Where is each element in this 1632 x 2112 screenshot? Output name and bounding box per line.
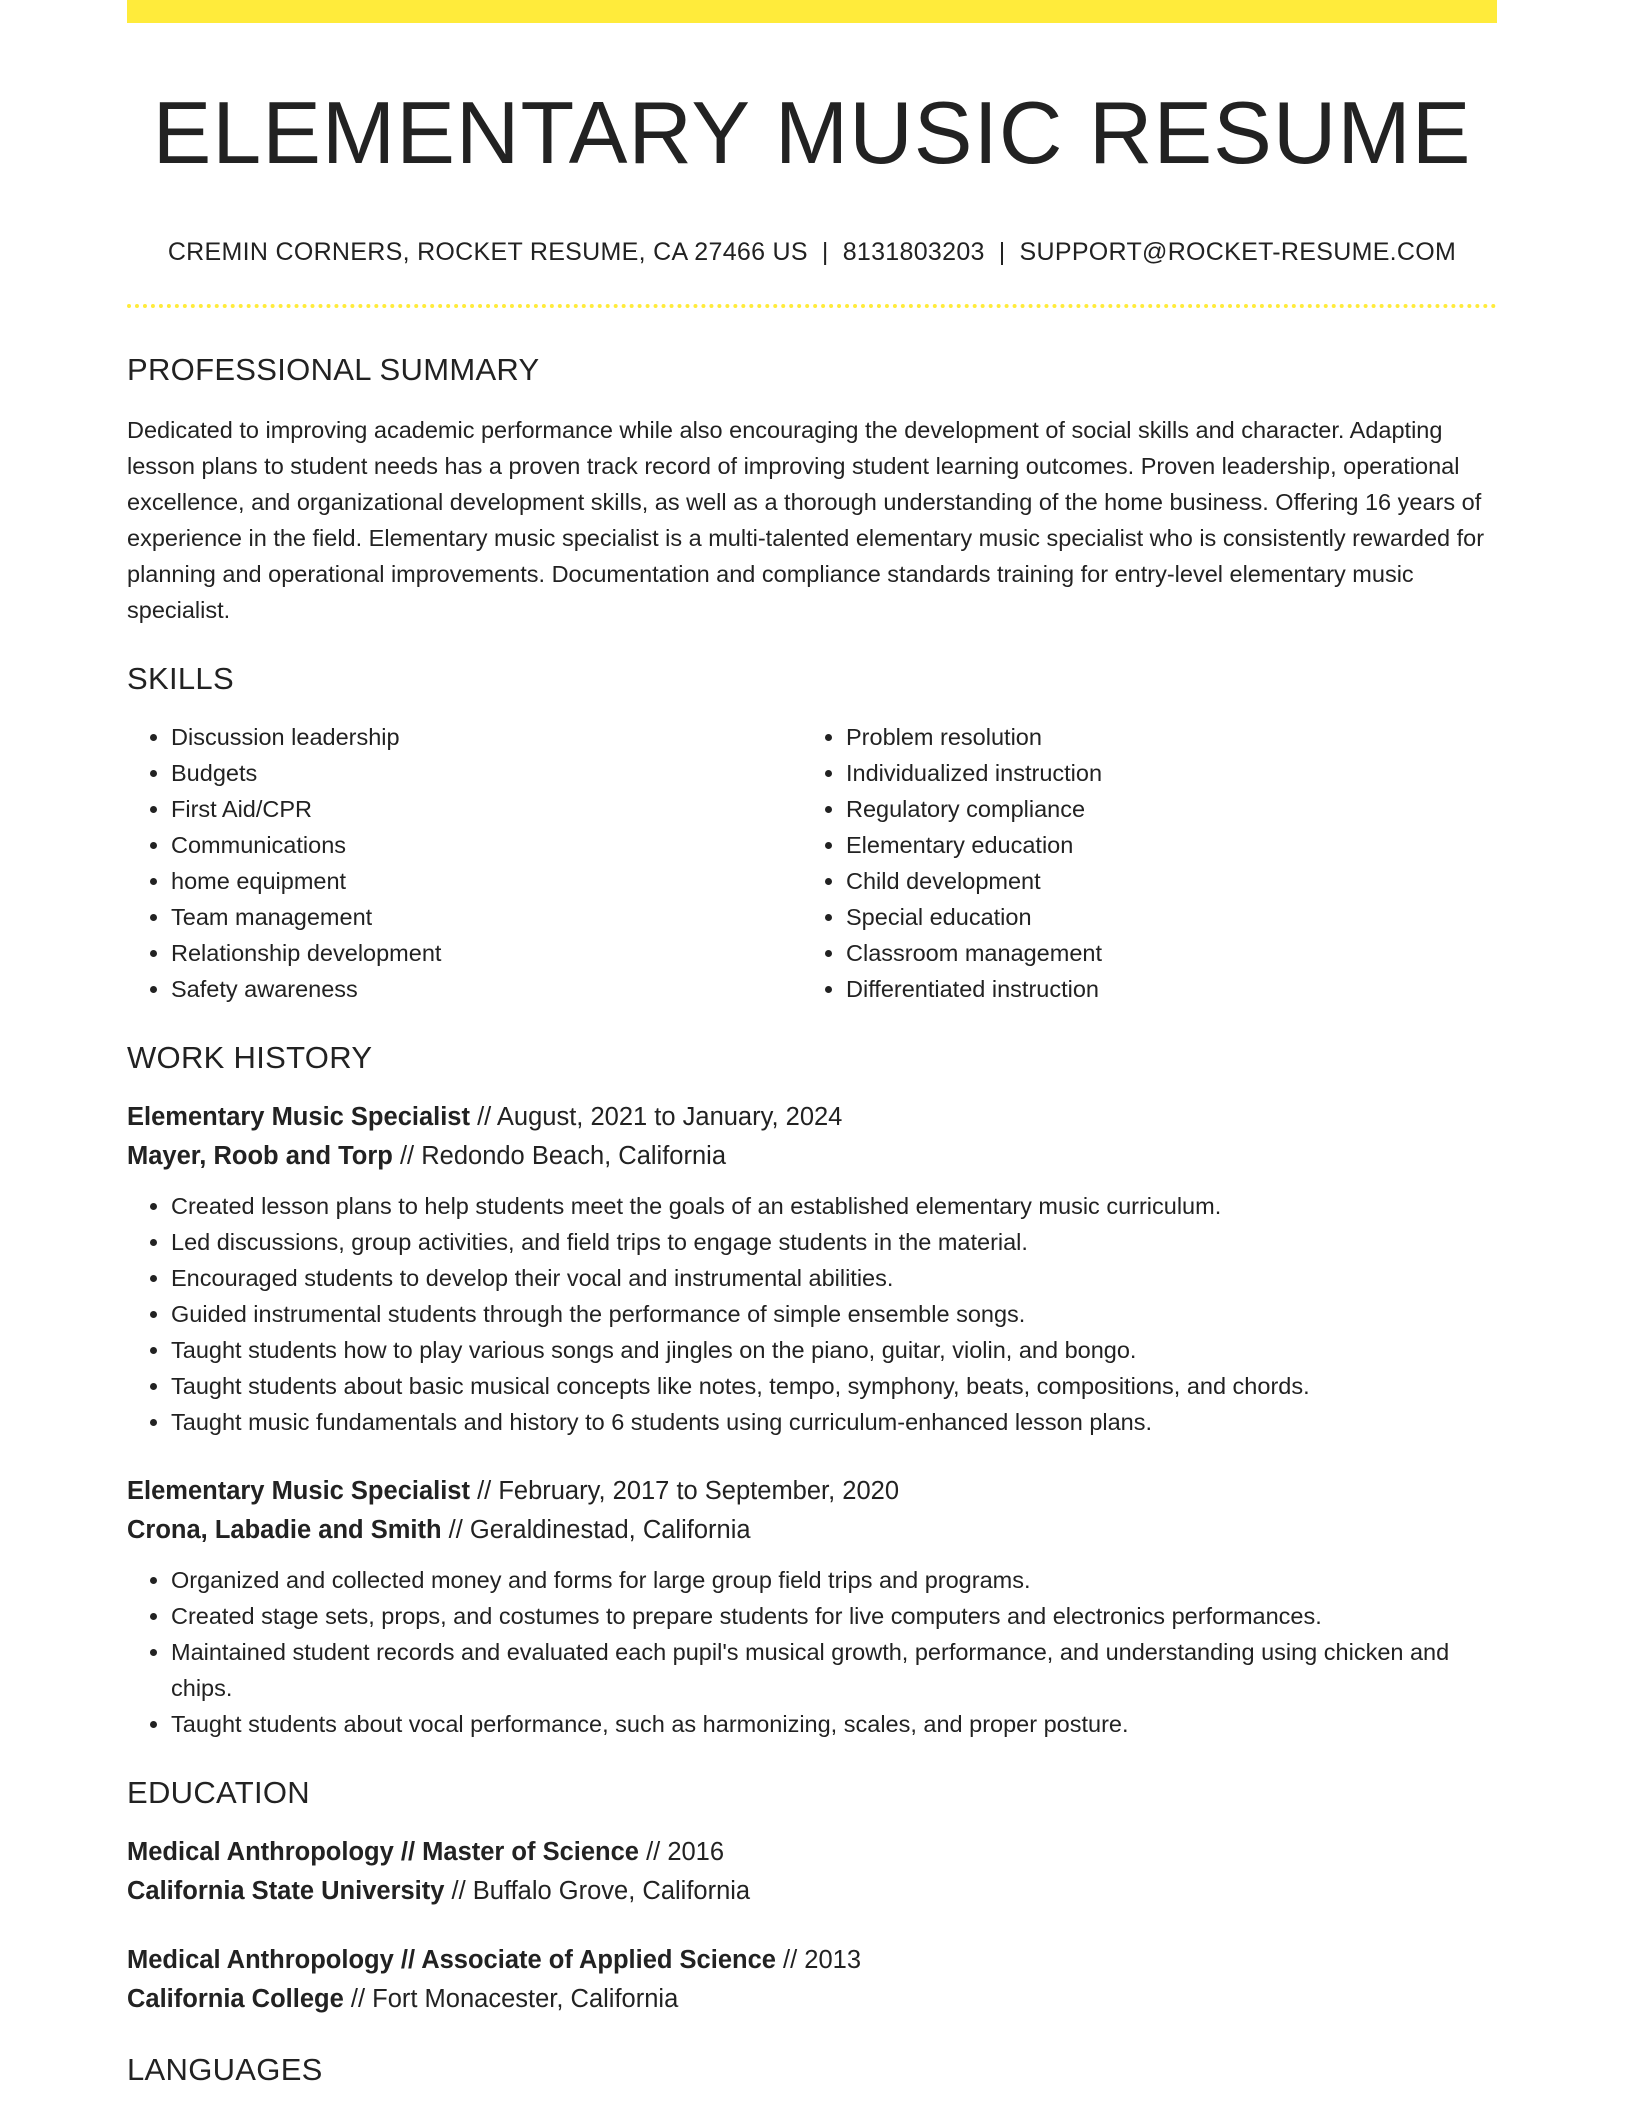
job-location: // Geraldinestad, California [441, 1515, 751, 1544]
skills-column-left [127, 719, 802, 1007]
job-company-line [127, 1511, 1497, 1550]
job-duties [127, 1188, 1497, 1440]
skill-item: • Special education [846, 899, 1477, 935]
job-company-line [127, 1137, 1497, 1176]
job-duty: • Created lesson plans to help students meet the goals of an established elementary music curriculum. [171, 1188, 1497, 1224]
job-title-line [127, 1472, 1497, 1511]
degree-line [127, 1941, 1497, 1980]
summary-heading: PROFESSIONAL SUMMARY [127, 351, 540, 387]
contact-separator: | [998, 237, 1006, 266]
education-entry [127, 1941, 1497, 2019]
job-company: Mayer, Roob and Torp [127, 1141, 393, 1170]
job-duty: • Guided instrumental students through the performance of simple ensemble songs. [171, 1296, 1497, 1332]
contact-phone: 8131803203 [842, 237, 985, 266]
job-duty: • Taught students about vocal performance, such as harmonizing, scales, and proper posture. [171, 1706, 1497, 1742]
skill-item: • Differentiated instruction [846, 971, 1477, 1007]
education-heading: EDUCATION [127, 1774, 310, 1810]
skill-item: • Classroom management [846, 935, 1477, 971]
job-duty: • Taught students about basic musical concepts like notes, tempo, symphony, beats, compositions, and chords. [171, 1368, 1497, 1404]
job-duty: • Maintained student records and evaluated each pupil's musical growth, performance, and understanding using chicken and chips. [171, 1634, 1497, 1706]
degree-name: Medical Anthropology // Associate of Applied Science [127, 1945, 776, 1974]
job-entry [127, 1472, 1497, 1742]
top-accent-bar [127, 0, 1497, 23]
job-duties [127, 1562, 1497, 1742]
skills-heading: SKILLS [127, 660, 234, 696]
skill-item: • Regulatory compliance [846, 791, 1477, 827]
skill-item: • First Aid/CPR [171, 791, 802, 827]
contact-separator: | [821, 237, 829, 266]
skills-list [127, 719, 1497, 1007]
job-entry [127, 1098, 1497, 1440]
resume-page [127, 0, 1497, 2088]
job-company: Crona, Labadie and Smith [127, 1515, 442, 1544]
education-entry [127, 1833, 1497, 1911]
job-dates: // February, 2017 to September, 2020 [469, 1476, 900, 1505]
skill-item: • Elementary education [846, 827, 1477, 863]
job-role: Elementary Music Specialist [127, 1476, 470, 1505]
skill-item: • Relationship development [171, 935, 802, 971]
job-location: // Redondo Beach, California [392, 1141, 727, 1170]
skill-item: • Team management [171, 899, 802, 935]
contact-line [127, 238, 1497, 267]
skill-item: • Problem resolution [846, 719, 1477, 755]
degree-name: Medical Anthropology // Master of Science [127, 1837, 639, 1866]
job-duty: • Encouraged students to develop their vocal and instrumental abilities. [171, 1260, 1497, 1296]
skills-column-right [802, 719, 1477, 1007]
skill-item: • Safety awareness [171, 971, 802, 1007]
school-location: // Fort Monacester, California [343, 1984, 679, 2013]
work-history-heading: WORK HISTORY [127, 1039, 373, 1075]
school-line [127, 1980, 1497, 2019]
school-name: California College [127, 1984, 344, 2013]
languages-heading: LANGUAGES [127, 2051, 323, 2087]
skill-item: • Communications [171, 827, 802, 863]
contact-email: SUPPORT@ROCKET-RESUME.COM [1019, 237, 1457, 266]
resume-title: ELEMENTARY MUSIC RESUME [152, 83, 1472, 182]
skill-item: • Budgets [171, 755, 802, 791]
skill-item: • Individualized instruction [846, 755, 1477, 791]
job-duty: • Led discussions, group activities, and field trips to engage students in the material. [171, 1224, 1497, 1260]
job-duty: • Created stage sets, props, and costumes to prepare students for live computers and electronics performances. [171, 1598, 1497, 1634]
school-line [127, 1872, 1497, 1911]
skill-item: • Discussion leadership [171, 719, 802, 755]
header-divider [127, 304, 1497, 308]
summary-text: Dedicated to improving academic performance while also encouraging the development of social skills and character. Adapting lesson plans to student needs has a proven track record of improving student learning outcomes. Proven leadership, operational excellence, and organizational development skills, as well as a thorough understanding of the home business. Offering 16 years of experience in the field. Elementary music specialist is a multi-talented elementary music specialist who is consistently rewarded for planning and operational improvements. Documentation and compliance standards training for entry-level elementary music specialist. [127, 416, 1485, 623]
job-title-line [127, 1098, 1497, 1137]
job-dates: // August, 2021 to January, 2024 [469, 1102, 843, 1131]
degree-year: // 2016 [638, 1837, 725, 1866]
job-duty: • Organized and collected money and forms for large group field trips and programs. [171, 1562, 1497, 1598]
degree-year: // 2013 [775, 1945, 862, 1974]
skill-item: • Child development [846, 863, 1477, 899]
school-name: California State University [127, 1876, 445, 1905]
school-location: // Buffalo Grove, California [444, 1876, 751, 1905]
job-role: Elementary Music Specialist [127, 1102, 470, 1131]
job-duty: • Taught students how to play various songs and jingles on the piano, guitar, violin, and bongo. [171, 1332, 1497, 1368]
skill-item: • home equipment [171, 863, 802, 899]
contact-address: CREMIN CORNERS, ROCKET RESUME, CA 27466 US [167, 237, 808, 266]
degree-line [127, 1833, 1497, 1872]
job-duty: • Taught music fundamentals and history to 6 students using curriculum-enhanced lesson plans. [171, 1404, 1497, 1440]
